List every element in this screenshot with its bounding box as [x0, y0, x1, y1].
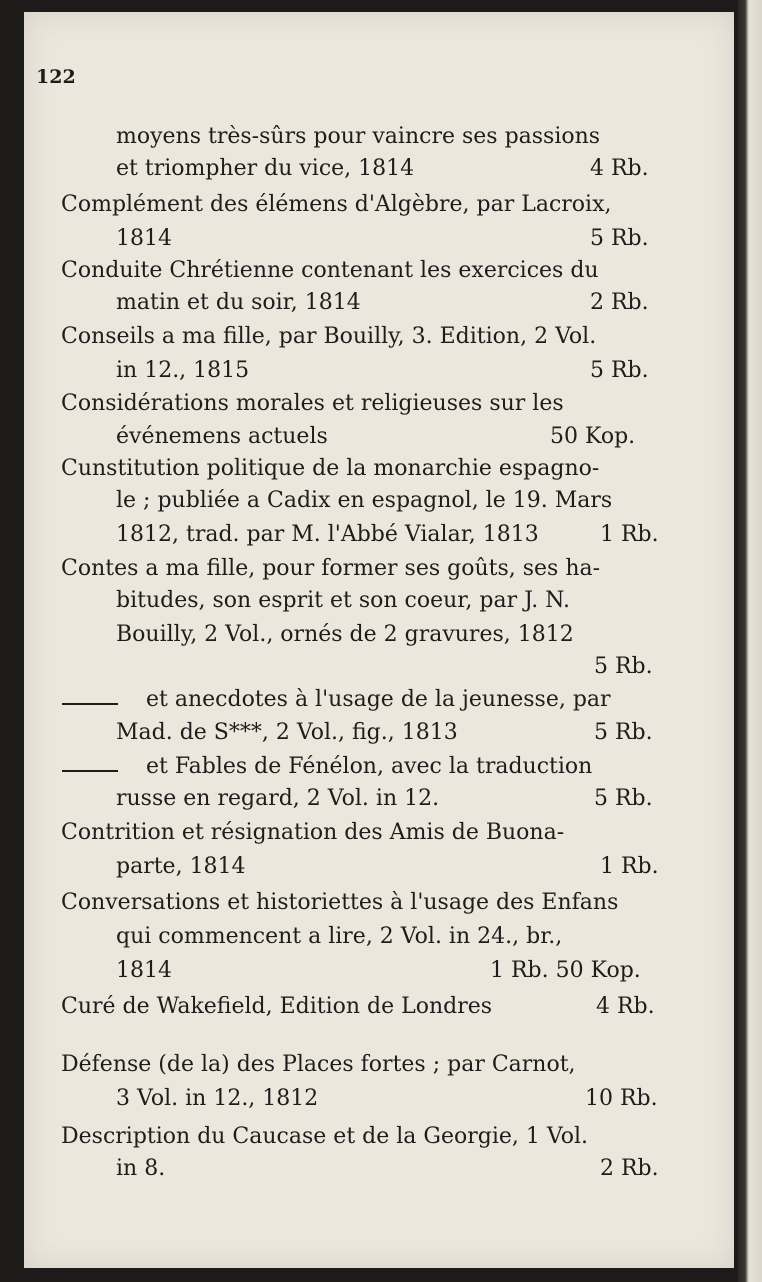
- entry-line: Cunstitution politique de la monarchie espagno-: [61, 456, 600, 481]
- entry-line: Conversations et historiettes à l'usage des Enfans: [61, 890, 619, 915]
- entry-line: et Fables de Fénélon, avec la traduction: [146, 754, 593, 779]
- entry-line: Description du Caucase et de la Georgie, 1 Vol.: [61, 1124, 589, 1149]
- entry-line: russe en regard, 2 Vol. in 12.: [116, 786, 440, 811]
- entry-line: Bouilly, 2 Vol., ornés de 2 gravures, 1812: [116, 622, 574, 647]
- entry-line: Contrition et résignation des Amis de Buona-: [61, 820, 565, 845]
- entry-line: matin et du soir, 1814: [116, 290, 361, 315]
- entry-price: 5 Rb.: [590, 358, 649, 383]
- ditto-dash: [62, 703, 118, 705]
- page-number: 122: [36, 66, 76, 88]
- entry-line: 1812, trad. par M. l'Abbé Vialar, 1813: [116, 522, 539, 547]
- entry-line: Considérations morales et religieuses sur les: [61, 391, 564, 416]
- entry-line: Complément des élémens d'Algèbre, par Lacroix,: [61, 192, 612, 217]
- entry-line: le ; publiée a Cadix en espagnol, le 19. Mars: [116, 488, 613, 513]
- entry-line: in 8.: [116, 1156, 166, 1181]
- entry-price: 50 Kop.: [550, 424, 636, 449]
- entry-line: Curé de Wakefield, Edition de Londres: [61, 994, 493, 1019]
- entry-line: Mad. de S***, 2 Vol., fig., 1813: [116, 720, 458, 745]
- ditto-dash: [62, 770, 118, 772]
- entry-line: et triompher du vice, 1814: [116, 156, 415, 181]
- entry-line: qui commencent a lire, 2 Vol. in 24., br.,: [116, 924, 563, 949]
- entry-price: 5 Rb.: [590, 226, 649, 251]
- entry-price: 10 Rb.: [585, 1086, 658, 1111]
- entry-line: 1814: [116, 226, 172, 251]
- entry-price: 5 Rb.: [594, 654, 653, 679]
- entry-price: 1 Rb.: [600, 522, 659, 547]
- entry-price: 1 Rb.: [600, 854, 659, 879]
- entry-line: événemens actuels: [116, 424, 328, 449]
- entry-line: moyens très-sûrs pour vaincre ses passions: [116, 124, 601, 149]
- entry-price: 1 Rb. 50 Kop.: [490, 958, 641, 983]
- entry-line: Défense (de la) des Places fortes ; par Carnot,: [61, 1052, 576, 1077]
- entry-price: 4 Rb.: [590, 156, 649, 181]
- entry-line: bitudes, son esprit et son coeur, par J. N.: [116, 588, 571, 613]
- entry-price: 4 Rb.: [596, 994, 655, 1019]
- entry-line: parte, 1814: [116, 854, 246, 879]
- entry-line: et anecdotes à l'usage de la jeunesse, par: [146, 687, 611, 712]
- entry-line: Conseils a ma fille, par Bouilly, 3. Edition, 2 Vol.: [61, 324, 597, 349]
- entry-price: 2 Rb.: [600, 1156, 659, 1181]
- entry-price: 2 Rb.: [590, 290, 649, 315]
- entry-line: Contes a ma fille, pour former ses goûts, ses ha-: [61, 556, 601, 581]
- entry-line: in 12., 1815: [116, 358, 250, 383]
- entry-price: 5 Rb.: [594, 786, 653, 811]
- entry-line: 3 Vol. in 12., 1812: [116, 1086, 319, 1111]
- entry-line: 1814: [116, 958, 172, 983]
- entry-price: 5 Rb.: [594, 720, 653, 745]
- entry-line: Conduite Chrétienne contenant les exercices du: [61, 258, 599, 283]
